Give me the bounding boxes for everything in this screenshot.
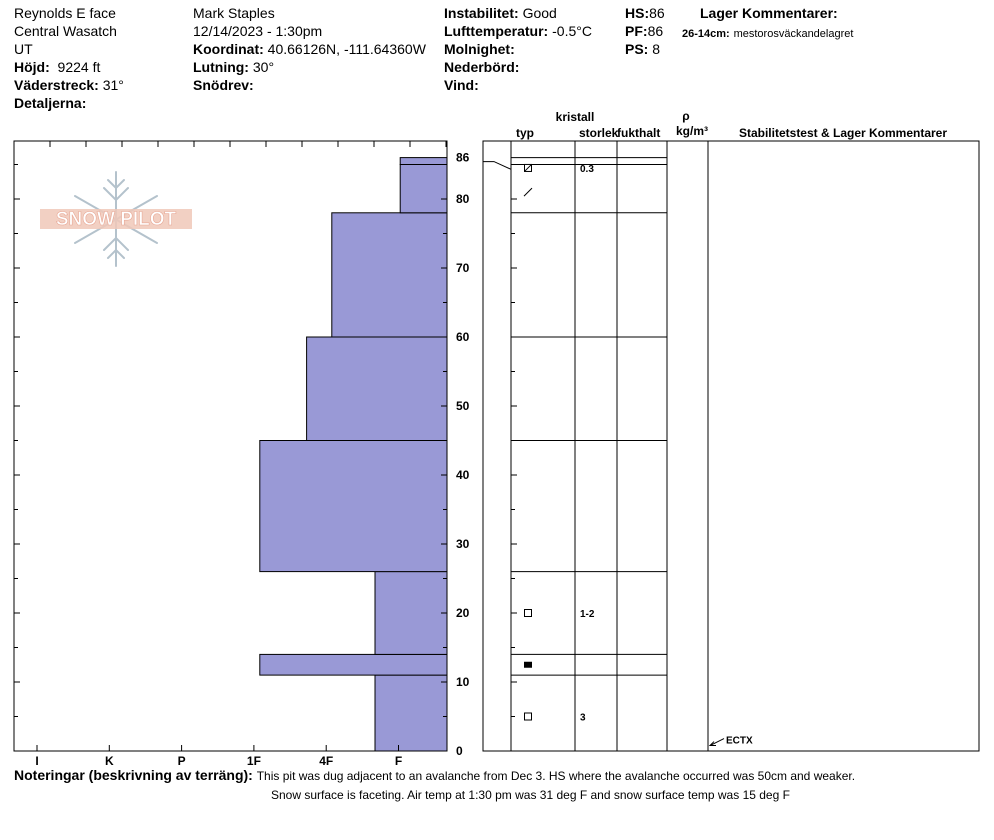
depth-label-60: 60 [456, 330, 470, 344]
density-header: kg/m³ [675, 124, 709, 138]
grain-square-icon [525, 610, 532, 617]
slope-value: 30° [252, 59, 275, 75]
ps-value: 8 [652, 41, 661, 57]
pf-value: 86 [647, 23, 664, 39]
coordinate-value: 40.66126N, -111.64360W [267, 41, 426, 57]
hardness-label-K: K [104, 754, 114, 768]
depth-label-20: 20 [456, 606, 470, 620]
hardness-bar-3 [260, 441, 447, 572]
hardness-label-1F: 1F [246, 754, 261, 768]
hardness-label-F: F [394, 754, 403, 768]
hardness-axis [35, 745, 402, 768]
grain-slash-icon [524, 188, 532, 196]
airtemp-value: -0.5°C [552, 23, 592, 39]
grain-size-2: 1-2 [580, 609, 595, 620]
hardness-bar-5 [332, 213, 447, 337]
layer-comments-title: Lager Kommentarer: [700, 5, 838, 21]
hardness-bar-1 [260, 654, 447, 675]
observer-name: Mark Staples [193, 5, 275, 21]
stability-header: Stabilitetstest & Lager Kommentarer [738, 126, 948, 140]
type-header: typ [516, 126, 534, 140]
precip-label: Nederbörd: [444, 59, 520, 75]
stability-tests [710, 736, 753, 747]
airtemp-label: Lufttemperatur: [444, 23, 549, 39]
hardness-bar-4 [307, 337, 447, 441]
drift-label: Snödrev: [193, 77, 254, 93]
depth-label-50: 50 [456, 399, 470, 413]
hardness-bar-6 [400, 165, 447, 213]
grain-filled-icon [524, 662, 532, 668]
notes-label: Noteringar (beskrivning av terräng): [14, 767, 253, 783]
crystal-group-header: kristall [555, 110, 595, 124]
elevation-label: Höjd: [14, 59, 50, 75]
hardness-label-P: P [177, 754, 186, 768]
range-name: Central Wasatch [14, 23, 117, 39]
location-name: Reynolds E face [14, 5, 116, 21]
layer-table-frame [483, 141, 979, 751]
hs-label: HS: [625, 5, 650, 21]
depth-label-0: 0 [456, 744, 463, 758]
hardness-bar-7 [400, 158, 447, 165]
layer-comment-text: mestorosväckandelagret [733, 28, 854, 40]
depth-label-10: 10 [456, 675, 470, 689]
elevation-value: 9224 ft [57, 59, 101, 75]
hardness-bar-2 [375, 572, 447, 655]
table-column-lines [511, 141, 708, 751]
depth-label-40: 40 [456, 468, 470, 482]
aspect-value: 31° [102, 77, 124, 93]
instability-label: Instabilitet: [444, 5, 519, 21]
hardness-label-I: I [35, 754, 39, 768]
depth-label-80: 80 [456, 192, 470, 206]
notes-line-2: Snow surface is faceting. Air temp at 1:30 pm was 31 deg F and snow surface temp was 15 deg F [271, 788, 790, 802]
depth-axis [456, 151, 470, 758]
instability-value: Good [522, 5, 557, 21]
rho-header: ρ [682, 109, 690, 123]
test-pointer-0 [710, 739, 724, 746]
grain-size-0: 0.3 [580, 163, 594, 175]
aspect-label: Väderstreck: [14, 77, 99, 93]
ps-label: PS: [625, 41, 649, 57]
grain-rows [524, 164, 595, 724]
hardness-label-4F: 4F [319, 754, 334, 768]
size-header: storlek [579, 126, 619, 140]
notes-line-1 [14, 767, 855, 784]
wind-label: Vind: [444, 77, 479, 93]
state-name: UT [14, 41, 33, 57]
hardness-bars [260, 158, 447, 751]
depth-label-70: 70 [456, 261, 470, 275]
grain-size-4: 3 [580, 712, 586, 724]
hardness-bar-0 [375, 675, 447, 751]
details-label: Detaljerna: [14, 95, 87, 111]
table-ticks [511, 165, 517, 752]
logo-text: SNOW PILOT [55, 209, 177, 230]
surface-connector [483, 162, 511, 170]
coordinate-label: Koordinat: [193, 41, 264, 57]
grain-square-icon [525, 713, 532, 720]
pf-label: PF: [625, 23, 648, 39]
sky-label: Molnighet: [444, 41, 515, 57]
moisture-header: fukthalt [617, 126, 661, 140]
notes-text-1: This pit was dug adjacent to an avalanche from Dec 3. HS where the avalanche occurred was 50cm and weaker. [256, 769, 856, 783]
depth-label-86: 86 [456, 150, 470, 165]
observation-datetime: 12/14/2023 - 1:30pm [193, 23, 323, 39]
layer-comment-depth: 26-14cm: [682, 28, 730, 40]
hs-value: 86 [649, 5, 665, 21]
snowpilot-logo [40, 172, 192, 266]
test-label-0: ECTX [726, 735, 753, 747]
depth-label-30: 30 [456, 537, 470, 551]
slope-label: Lutning: [193, 59, 249, 75]
